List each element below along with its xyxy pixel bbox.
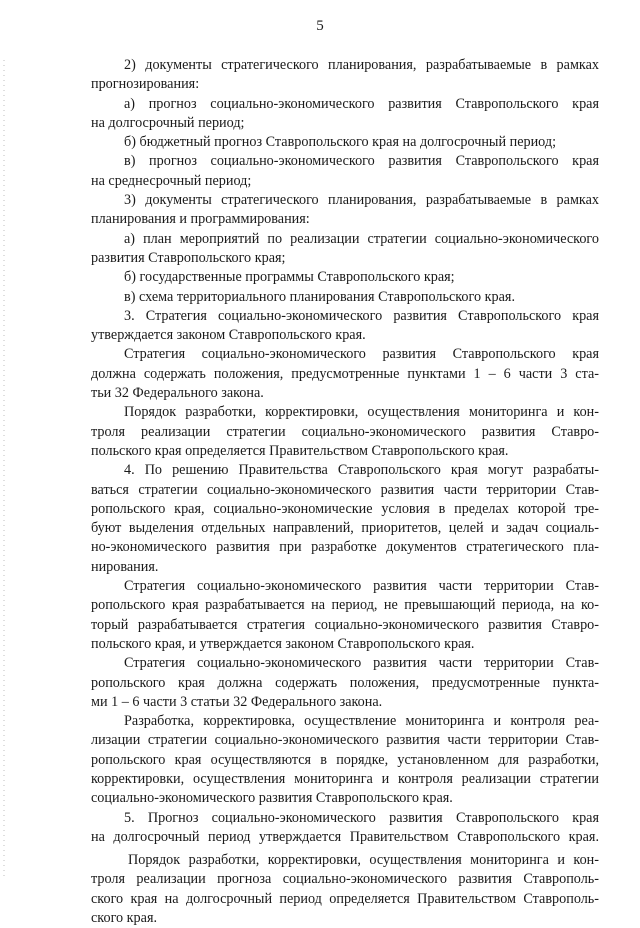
text-line: 2) документы стратегического планирования, разрабатываемые в рамках bbox=[124, 57, 599, 73]
text-line: социально-экономического развития Ставропольского края. bbox=[91, 790, 453, 807]
text-line: 3) документы стратегического планирования, разрабатываемые в рамках bbox=[124, 192, 599, 209]
text-line: Стратегия социально-экономического развития части территории Став- bbox=[124, 655, 599, 672]
text-line: ваться стратегии социально-экономического развития части территории Став- bbox=[91, 481, 599, 498]
text-line: польского края определяется Правительством Ставропольского края. bbox=[91, 442, 509, 459]
text-line: ропольского края разрабатывается на период, не превышающий периода, на ко- bbox=[91, 597, 599, 614]
text-line: Разработка, корректировка, осуществление мониторинга и контроля реа- bbox=[124, 713, 599, 730]
text-line: должна содержать положения, предусмотренные пунктами 1 – 6 части 3 ста- bbox=[91, 365, 599, 382]
text-line: Стратегия социально-экономического развития Ставропольского края bbox=[124, 346, 599, 363]
text-line: Стратегия социально-экономического развития части территории Став- bbox=[124, 578, 599, 595]
text-line: а) прогноз социально-экономического развития Ставропольского края bbox=[124, 95, 599, 112]
text-line: в) прогноз социально-экономического развития Ставропольского края bbox=[124, 153, 599, 170]
text-line: ского края на долгосрочный период определяется Правительством Ставрополь- bbox=[91, 890, 599, 907]
text-line: а) план мероприятий по реализации стратегии социально-экономического bbox=[124, 230, 599, 247]
text-line: в) схема территориального планирования Ставропольского края. bbox=[124, 288, 515, 305]
text-line: планирования и программирования: bbox=[91, 211, 310, 228]
text-line: ми 1 – 6 части 3 статьи 32 Федерального закона. bbox=[91, 693, 383, 710]
text-line: лизации стратегии социально-экономического развития части территории Став- bbox=[91, 732, 599, 749]
text-line: развития Ставропольского края; bbox=[91, 249, 286, 266]
text-line: ропольского края, социально-экономические условия в пределах которой тре- bbox=[91, 500, 599, 517]
document-body bbox=[91, 56, 599, 928]
text-line: но-экономического развития при разработке документов стратегического пла- bbox=[91, 539, 599, 556]
text-line: тьи 32 Федерального закона. bbox=[91, 385, 264, 402]
text-line: на долгосрочный период утверждается Правительством Ставропольского края. bbox=[91, 828, 599, 845]
text-line: б) бюджетный прогноз Ставропольского края на долгосрочный период; bbox=[124, 134, 557, 151]
text-line: утверждается законом Ставропольского края. bbox=[91, 327, 366, 344]
text-line: ропольского края осуществляются в порядке, установленном для разработки, bbox=[91, 751, 599, 768]
text-line: ского края. bbox=[91, 910, 158, 927]
text-line: прогнозирования: bbox=[91, 76, 200, 93]
text-line: нирования. bbox=[91, 558, 159, 575]
text-line: Порядок разработки, корректировки, осуществления мониторинга и кон- bbox=[128, 852, 599, 869]
text-line: торый разрабатывается стратегия социально-экономического развития Ставро- bbox=[91, 616, 599, 633]
text-line: буют выделения отдельных направлений, приоритетов, целей и задач социаль- bbox=[91, 520, 599, 537]
text-line: б) государственные программы Ставропольского края; bbox=[124, 269, 455, 286]
text-line: Порядок разработки, корректировки, осуществления мониторинга и кон- bbox=[124, 404, 599, 421]
text-line: на долгосрочный период; bbox=[91, 114, 245, 131]
text-line: ропольского края должна содержать положения, предусмотренные пункта- bbox=[91, 674, 599, 691]
text-line: 3. Стратегия социально-экономического развития Ставропольского края bbox=[124, 307, 599, 324]
text-line: на среднесрочный период; bbox=[91, 172, 252, 189]
page-number: 5 bbox=[316, 18, 324, 34]
text-line: 5. Прогноз социально-экономического развития Ставропольского края bbox=[124, 809, 599, 826]
text-line: корректировки, осуществления мониторинга и контроля реализации стратегии bbox=[91, 770, 599, 787]
scan-margin-marks bbox=[3, 60, 5, 880]
text-line: польского края, и утверждается законом Ставропольского края. bbox=[91, 635, 475, 652]
text-line: троля реализации стратегии социально-экономического развития Ставро- bbox=[91, 423, 599, 440]
text-line: 4. По решению Правительства Ставропольского края могут разрабаты- bbox=[124, 462, 599, 479]
text-line: троля реализации прогноза социально-экономического развития Ставрополь- bbox=[91, 871, 599, 888]
